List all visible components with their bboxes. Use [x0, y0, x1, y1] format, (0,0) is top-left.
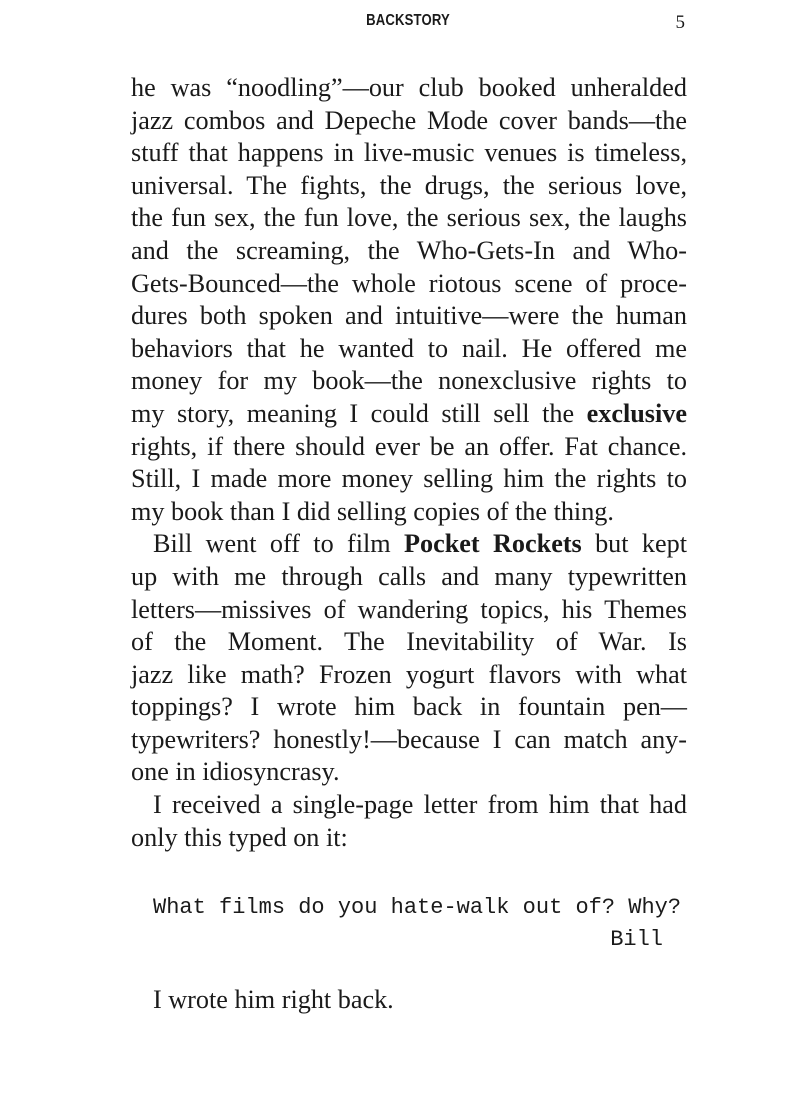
text-line: up with me through calls and many typewritten — [131, 561, 687, 591]
text-line: Still, I made more money selling him the rights to — [131, 464, 687, 494]
text-line: of the Moment. The Inevitability of War. Is — [131, 627, 687, 657]
line-text: my story, meaning I could still sell the — [131, 398, 587, 428]
line-text: Bill went off to film — [153, 529, 405, 559]
text-line: toppings? I wrote him back in fountain pen— — [131, 692, 687, 722]
paragraph-1 — [131, 72, 687, 528]
text-line: I received a single-page letter from him that had — [153, 790, 687, 820]
text-line: money for my book—the nonexclusive rights to — [131, 366, 687, 396]
text-line: one in idiosyncrasy. — [131, 757, 340, 787]
text-line: the fun sex, the fun love, the serious sex, the laughs — [131, 203, 687, 233]
typed-letter-signature: Bill — [610, 927, 663, 952]
text-line — [131, 398, 687, 431]
text-line: stuff that happens in live-music venues is timeless, — [131, 138, 687, 168]
text-line: letters—missives of wandering topics, his Themes — [131, 594, 687, 624]
text-line: my book than I did selling copies of the thing. — [131, 496, 614, 526]
line-text: but kept — [581, 529, 687, 559]
text-line: behaviors that he wanted to nail. He offered me — [131, 333, 687, 363]
text-line: only this typed on it: — [131, 822, 348, 852]
bold-term-exclusive: exclusive — [586, 398, 687, 428]
running-title: BACKSTORY — [366, 12, 450, 29]
text-line: Gets-Bounced—the whole riotous scene of proce- — [131, 268, 687, 298]
typed-letter — [153, 892, 682, 952]
paragraph-3 — [131, 789, 687, 854]
text-line: he was “noodling”—our club booked unheralded — [131, 73, 687, 102]
text-line: and the screaming, the Who-Gets-In and Who- — [131, 235, 687, 265]
paragraph-2 — [131, 528, 687, 789]
text-line: dures both spoken and intuitive—were the human — [131, 301, 687, 331]
text-line: universal. The fights, the drugs, the serious love, — [131, 170, 687, 200]
text-line: jazz combos and Depeche Mode cover bands—the — [131, 105, 687, 135]
text-line: jazz like math? Frozen yogurt flavors with what — [131, 659, 687, 689]
typed-letter-text: What films do you hate-walk out of? Why? — [153, 895, 682, 920]
text-line — [131, 528, 687, 561]
film-title: Pocket Rockets — [404, 529, 582, 559]
page-number: 5 — [675, 12, 685, 33]
text-line: rights, if there should ever be an offer. Fat chance. — [131, 431, 687, 461]
text-line: typewriters? honestly!—because I can match any- — [131, 724, 687, 754]
body-text — [131, 72, 687, 854]
closing-line: I wrote him right back. — [153, 985, 394, 1014]
